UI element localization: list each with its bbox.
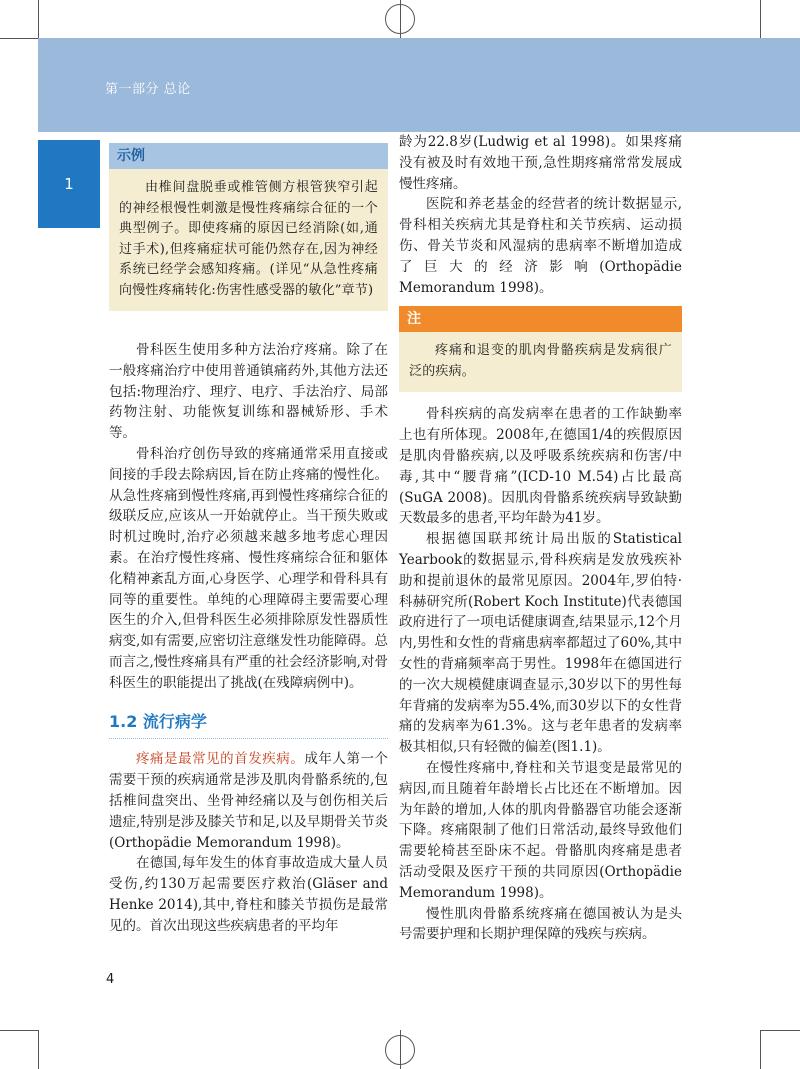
- registration-line: [400, 1030, 401, 1069]
- paragraph: 龄为22.8岁(Ludwig et al 1998)。如果疼痛没有被及时有效地干预,急性期疼痛常常发展成慢性疼痛。: [399, 134, 682, 192]
- registration-line: [400, 0, 401, 38]
- chapter-tab: 1: [38, 140, 100, 228]
- paragraph: 医院和养老基金的经营者的统计数据显示,骨科相关疾病尤其是脊柱和关节疾病、运动损伤、骨关节炎和风湿病的患病率不断增加造成了巨大的经济影响(Orthopädie Memorandum 1998)。: [399, 196, 682, 296]
- crop-mark: [38, 0, 39, 38]
- left-column: [109, 340, 388, 937]
- crop-mark: [760, 0, 761, 38]
- note-box-text: 疼痛和退变的肌肉骨骼疾病是发病很广泛的疾病。: [399, 332, 682, 392]
- example-box: [109, 143, 388, 311]
- crop-mark: [760, 1030, 800, 1031]
- running-header: 第一部分 总论: [105, 82, 191, 97]
- section-title: 流行病学: [142, 711, 207, 731]
- example-box-title: 示例: [109, 143, 388, 169]
- paragraph: [109, 749, 388, 853]
- crop-mark: [0, 38, 38, 39]
- paragraph: 根据德国联邦统计局出版的Statistical Yearbook的数据显示,骨科疾病是发放残疾补助和提前退休的最常见原因。2004年,罗伯特·科赫研究所(Robert Koch Institute)代表德国政府进行了一项电话健康调查,结果显示,12个月内,男性和女性的背痛患病率都超过了60%,其中女性的背痛频率高于男性。1998年在德国进行的一次大规模健康调查显示,30岁以下的男性每年背痛的发病率为55.4%,而30岁以下的女性背痛的发病率为61.3%。这与老年患者的发病率极其相似,只有轻微的偏差(图1.1)。: [399, 531, 682, 756]
- note-box-title: 注: [399, 306, 682, 332]
- crop-mark: [38, 1030, 39, 1069]
- paragraph: 骨科医生使用多种方法治疗疼痛。除了在一般疼痛治疗中使用普通镇痛药外,其他方法还包括:物理治疗、理疗、电疗、手法治疗、局部药物注射、功能恢复训练和器械矫形、手术等。: [109, 342, 388, 442]
- paragraph-text: 成年人第一个需要干预的疾病通常是涉及肌肉骨骼系统的,包括椎间盘突出、坐骨神经痛以及与创伤相关后遗症,特别是涉及膝关节和足,以及早期骨关节炎(Orthopädie Memorandum 1998)。: [109, 751, 389, 851]
- section-number: 1.2: [109, 711, 138, 731]
- section-heading: [109, 712, 388, 740]
- paragraph: 在慢性疼痛中,脊柱和关节退变是最常见的病因,而且随着年龄增长占比还在不断增加。因为年龄的增加,人体的肌肉骨骼器官功能会逐渐下降。疼痛限制了他们日常活动,最终导致他们需要轮椅甚至卧床不起。骨骼肌肉疼痛是患者活动受限及医疗干预的共同原因(Orthopädie Memorandum 1998)。: [399, 759, 682, 901]
- crop-mark: [0, 1030, 38, 1031]
- paragraph: 慢性肌肉骨骼系统疼痛在德国被认为是头号需要护理和长期护理保障的残疾与疾病。: [399, 905, 682, 943]
- note-box: [399, 306, 682, 392]
- example-box-text: 由椎间盘脱垂或椎管侧方根管狭窄引起的神经根慢性刺激是慢性疼痛综合征的一个典型例子。即使疼痛的原因已经消除(如,通过手术),但疼痛症状可能仍然存在,因为神经系统已经学会感知疼痛。(详见“从急性疼痛向慢性疼痛转化:伤害性感受器的敏化”章节): [109, 169, 388, 311]
- paragraph: 骨科治疗创伤导致的疼痛通常采用直接或间接的手段去除病因,旨在防止疼痛的慢性化。从急性疼痛到慢性疼痛,再到慢性疼痛综合征的级联反应,应该从一开始就停止。当干预失败或时机过晚时,治疗必须越来越多地考虑心理因素。在治疗慢性疼痛、慢性疼痛综合征和躯体化精神紊乱方面,心身医学、心理学和骨科具有同等的重要性。单纯的心理障碍主要需要心理医生的介入,但骨科医生必须排除原发性器质性病变,如有需要,应密切注意继发性功能障碍。总而言之,慢性疼痛具有严重的社会经济影响,对骨科医生的职能提出了挑战(在残障病例中)。: [109, 445, 388, 691]
- paragraph: 在德国,每年发生的体育事故造成大量人员受伤,约130万起需要医疗救治(Gläser and Henke 2014),其中,脊柱和膝关节损伤是最常见的。首次出现这些疾病患者的平均年: [109, 855, 388, 934]
- crop-mark: [760, 1030, 761, 1069]
- right-column: [399, 132, 682, 945]
- page-number: 4: [106, 972, 115, 987]
- highlight-text: 疼痛是最常见的首发疾病。: [136, 751, 305, 768]
- paragraph: 骨科疾病的高发病率在患者的工作缺勤率上也有所体现。2008年,在德国1/4的疾假原因是肌肉骨骼疾病,以及呼吸系统疾病和伤害/中毒,其中“腰背痛”(ICD-10 M.54)占比最高(SuGA 2008)。因肌肉骨骼系统疾病导致缺勤天数最多的患者,平均年龄为41岁。: [399, 406, 682, 527]
